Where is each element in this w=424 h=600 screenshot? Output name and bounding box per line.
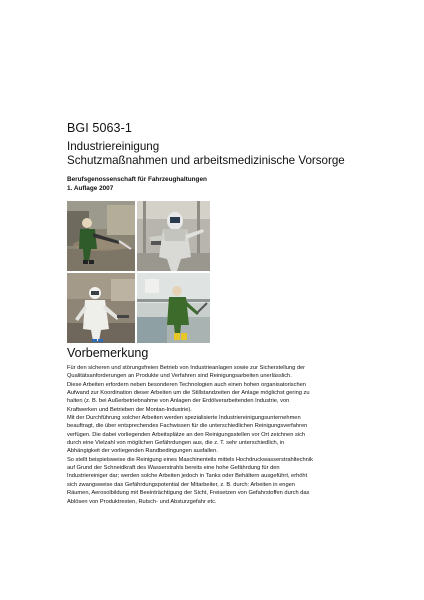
document-title <box>67 140 345 168</box>
worker-in-green-raingear-photo <box>137 273 210 343</box>
title-line-1: Industriereinigung <box>67 140 160 153</box>
body-line: Abhängigkeit der vorliegenden Randbedingungen ausfallen. <box>67 448 218 455</box>
body-line: So stellt beispielsweise die Reinigung eines Maschinenteils mittels Hochdruckwasserstrahltechnik <box>67 456 313 463</box>
body-line: Räumen, Aerosolbildung mit Beeinträchtigung der Sicht, Freisetzen von Gefahrstoffen durch das <box>67 490 310 497</box>
worker-in-white-coverall-photo <box>67 273 135 343</box>
body-line: Ablösen von Produktresten, Rutsch- und Absturzgefahr etc. <box>67 498 217 505</box>
body-line: Kraftwerken und Betrieben der Montan-Industrie). <box>67 406 192 413</box>
body-line: Für den sicheren und störungsfreien Betrieb von Industrieanlagen sowie zur Sicherstellung der <box>67 365 306 371</box>
photo-collage <box>67 201 210 343</box>
edition-label: 1. Auflage 2007 <box>67 185 114 192</box>
body-line: verfügen. Die dabei vorliegenden Arbeitsplätze an den Reinigungsstellen vor Ort zeichnen sich <box>67 431 306 438</box>
section-body <box>67 364 367 506</box>
publisher-info <box>67 175 207 193</box>
worker-with-high-pressure-lance-photo <box>67 201 135 271</box>
body-line: Aufwand zur Koordination dieser Arbeiten um die Stillstandzeiten der Anlage möglichst gering zu <box>67 390 310 397</box>
body-line: durch eine Vielzahl von möglichen Gefährdungen aus, die z. T. sehr unterschiedlich, in <box>67 440 285 447</box>
body-line: halten (z. B. bei Außerbetriebnahme von Anlagen der Erdölverarbeitenden Industrie, von <box>67 398 290 405</box>
body-line: beauftragt, die über entsprechendes Fachwissen für die unterschiedlichen Reinigungsverfahren <box>67 423 308 430</box>
body-line: auf Grund der Schneidkraft des Wasserstrahls bereits eine hohe Gefährdung für den <box>67 465 280 472</box>
body-line: Diese Arbeiten erfordern neben besonderen Technologien auch einen hohen organisatorischen <box>67 381 306 388</box>
body-line: sich zwangsweise das Gefährdungspotential der Mitarbeiter, z. B. durch: Arbeiten in engen <box>67 481 295 488</box>
document-id: BGI 5063-1 <box>67 121 132 135</box>
worker-in-protective-suit-photo <box>137 201 210 271</box>
publisher-name: Berufsgenossenschaft für Fahrzeughaltungen <box>67 176 207 183</box>
body-line: Mit der Durchführung solcher Arbeiten werden spezialisierte Industriereinigungsunternehmen <box>67 415 301 422</box>
title-line-2: Schutzmaßnahmen und arbeitsmedizinische Vorsorge <box>67 154 345 167</box>
body-line: Industriereiniger dar; werden solche Arbeiten jedoch in Tanks oder Behältern ausgeführt, erhöht <box>67 473 308 480</box>
body-line: Qualitätsanforderungen an Produkte und Verfahren sind Reinigungsarbeiten unerlässlich. <box>67 373 292 380</box>
section-heading: Vorbemerkung <box>67 346 149 360</box>
